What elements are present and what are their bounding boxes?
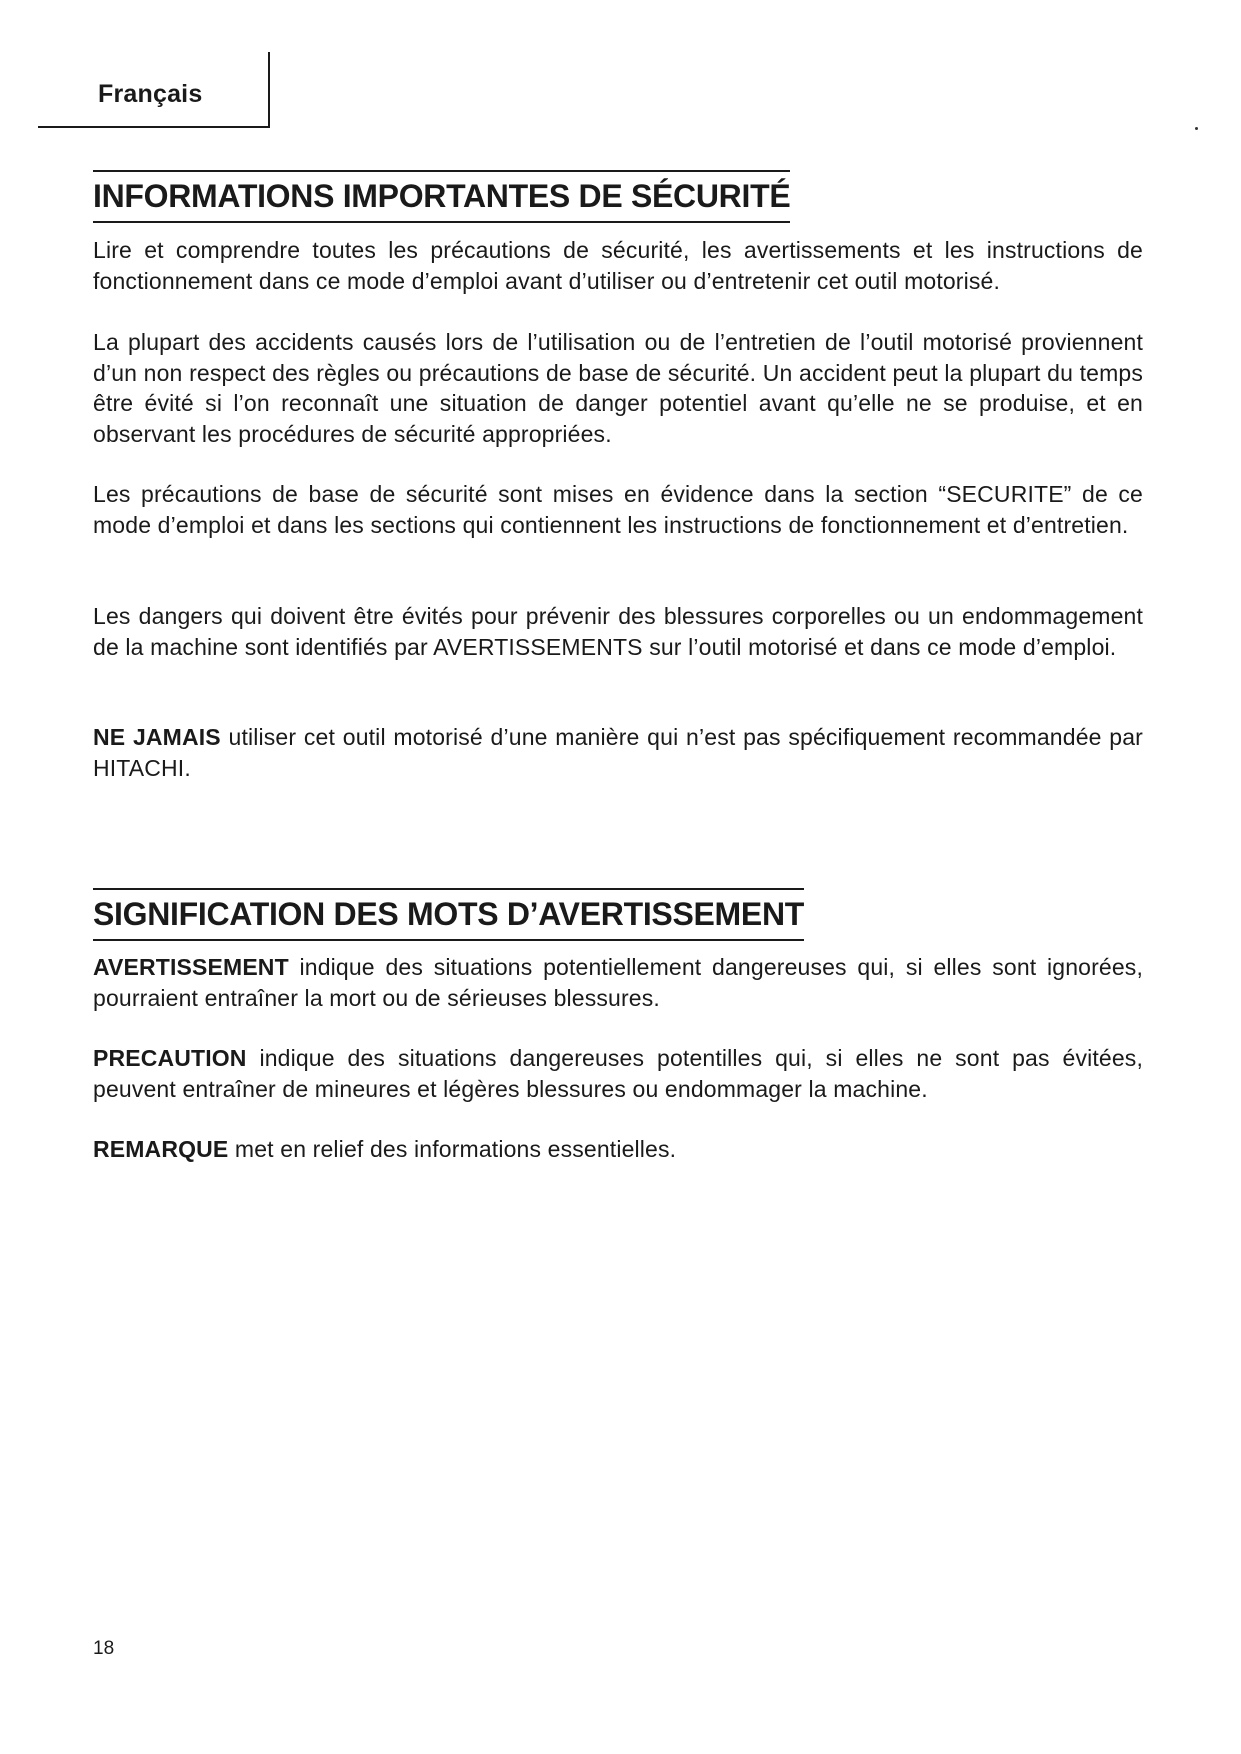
definition-term: AVERTISSEMENT — [93, 954, 289, 980]
never-text: utiliser cet outil motorisé d’une manière qui n’est pas spécifiquement recommandée par HITACHI. — [93, 724, 1143, 781]
paragraph-dangers: Les dangers qui doivent être évités pour prévenir des blessures corporelles ou un endommagement de la machine sont identifiés par AVERTISSEMENTS sur l’outil motorisé et dans ce mode d’emploi. — [93, 603, 1143, 660]
page-number: 18 — [93, 1638, 115, 1659]
definition-term: REMARQUE — [93, 1136, 229, 1162]
paragraph-accidents: La plupart des accidents causés lors de l’utilisation ou de l’entretien de l’outil motorisé proviennent d’un non respect des règles ou précautions de base de sécurité. Un accident peut la plupart du temps être évité si l’on reconnaît une situation de danger potentiel avant qu’elle ne se produise, et en observant les procédures de sécurité appropriées. — [93, 329, 1143, 447]
definition-text: indique des situations potentiellement dangereuses qui, si elles sont ignorées, pourraient entraîner la mort ou de sérieuses blessures. — [93, 954, 1143, 1011]
paragraph-never — [93, 722, 1143, 783]
definition-text: indique des situations dangereuses potentilles qui, si elles ne sont pas évitées, peuvent entraîner de mineures et légères blessures ou endommager la machine. — [93, 1045, 1143, 1102]
definition-text: met en relief des informations essentielles. — [228, 1136, 677, 1162]
definition-note — [93, 1134, 1143, 1165]
definition-warning — [93, 952, 1143, 1013]
section-title-signal-words: SIGNIFICATION DES MOTS D’AVERTISSEMENT — [93, 888, 804, 941]
paragraph-basic-precautions: Les précautions de base de sécurité sont mises en évidence dans la section “SECURITE” de ce mode d’emploi et dans les sections qui contiennent les instructions de fonctionnement et d’entretien. — [93, 481, 1143, 538]
never-keyword: NE JAMAIS — [93, 724, 221, 750]
language-label: Français — [98, 80, 203, 108]
section-title-safety: INFORMATIONS IMPORTANTES DE SÉCURITÉ — [93, 170, 790, 223]
scan-speck — [1195, 127, 1198, 130]
language-tab — [38, 52, 270, 128]
definition-term: PRECAUTION — [93, 1045, 247, 1071]
definition-caution — [93, 1043, 1143, 1104]
paragraph-read-instructions: Lire et comprendre toutes les précautions de sécurité, les avertissements et les instructions de fonctionnement dans ce mode d’emploi avant d’utiliser ou d’entretenir cet outil motorisé. — [93, 237, 1143, 294]
